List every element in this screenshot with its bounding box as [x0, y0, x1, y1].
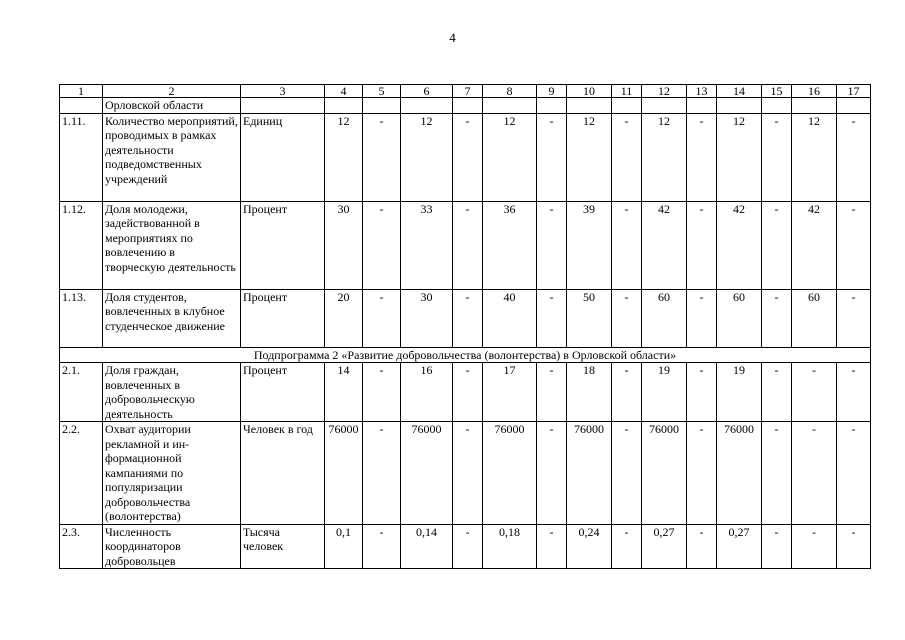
indicators-table	[59, 84, 871, 569]
continuation-empty-cell	[837, 98, 871, 114]
column-number-2: 2	[103, 85, 241, 98]
continuation-empty-cell	[717, 98, 762, 114]
indicator-name: Доля молодежи, задействованной в мероприятиях по вовлечению в творческую деятельность	[103, 201, 241, 289]
indicator-value: -	[687, 422, 717, 525]
indicator-unit: Процент	[241, 363, 325, 422]
indicator-value: 0,18	[483, 524, 537, 569]
column-numbers-row	[60, 85, 871, 98]
indicator-value: -	[687, 289, 717, 347]
indicator-value: -	[537, 524, 567, 569]
page-number: 4	[449, 30, 456, 45]
indicator-value: 12	[792, 113, 837, 201]
indicator-value: 0,27	[717, 524, 762, 569]
indicator-value: -	[612, 422, 642, 525]
continuation-empty-cell	[325, 98, 363, 114]
table-row	[60, 524, 871, 569]
continuation-empty-cell	[762, 98, 792, 114]
indicator-value: 42	[642, 201, 687, 289]
column-number-3: 3	[241, 85, 325, 98]
indicator-name: Охват аудитории рекламной и ин-формационной кампаниями по популяризации добровольчества (волонтерства)	[103, 422, 241, 525]
column-number-12: 12	[642, 85, 687, 98]
indicator-value: -	[837, 201, 871, 289]
indicator-value: -	[363, 201, 401, 289]
table-row	[60, 113, 871, 201]
table-row	[60, 201, 871, 289]
indicator-value: -	[762, 524, 792, 569]
indicator-value: 0,24	[567, 524, 612, 569]
continuation-empty-cell	[363, 98, 401, 114]
continuation-text: Орловской области	[103, 98, 241, 114]
indicator-value: 20	[325, 289, 363, 347]
indicator-value: -	[612, 201, 642, 289]
subprogram-row	[60, 347, 871, 363]
continuation-empty-cell	[537, 98, 567, 114]
indicator-number: 1.11.	[60, 113, 103, 201]
table-row	[60, 363, 871, 422]
indicator-value: -	[537, 201, 567, 289]
indicator-value: -	[453, 422, 483, 525]
column-number-16: 16	[792, 85, 837, 98]
indicator-value: -	[762, 289, 792, 347]
indicator-unit: Единиц	[241, 113, 325, 201]
indicator-name: Численность координаторов добровольцев	[103, 524, 241, 569]
indicator-value: -	[687, 524, 717, 569]
continuation-empty-cell	[483, 98, 537, 114]
indicator-value: 42	[792, 201, 837, 289]
column-number-17: 17	[837, 85, 871, 98]
indicator-value: 76000	[642, 422, 687, 525]
indicator-value: -	[792, 422, 837, 525]
indicator-value: -	[837, 422, 871, 525]
indicator-value: -	[792, 363, 837, 422]
indicator-number: 2.2.	[60, 422, 103, 525]
indicator-value: 12	[567, 113, 612, 201]
indicator-value: 76000	[325, 422, 363, 525]
indicator-value: -	[537, 422, 567, 525]
column-number-10: 10	[567, 85, 612, 98]
table-row	[60, 422, 871, 525]
column-number-13: 13	[687, 85, 717, 98]
column-number-4: 4	[325, 85, 363, 98]
indicator-value: -	[363, 363, 401, 422]
indicator-value: 0,1	[325, 524, 363, 569]
continuation-empty-cell	[567, 98, 612, 114]
column-number-7: 7	[453, 85, 483, 98]
indicator-number: 1.12.	[60, 201, 103, 289]
indicator-value: 12	[401, 113, 453, 201]
column-number-1: 1	[60, 85, 103, 98]
indicator-value: -	[612, 524, 642, 569]
indicator-number: 2.1.	[60, 363, 103, 422]
indicator-value: -	[537, 289, 567, 347]
indicator-value: 16	[401, 363, 453, 422]
indicator-value: 60	[717, 289, 762, 347]
indicator-value: -	[537, 363, 567, 422]
column-number-6: 6	[401, 85, 453, 98]
indicator-value: -	[453, 201, 483, 289]
indicator-value: 76000	[717, 422, 762, 525]
continuation-empty-cell	[642, 98, 687, 114]
column-number-15: 15	[762, 85, 792, 98]
indicator-value: 50	[567, 289, 612, 347]
continuation-empty-cell	[453, 98, 483, 114]
indicator-value: 33	[401, 201, 453, 289]
indicator-value: 40	[483, 289, 537, 347]
table-row	[60, 289, 871, 347]
column-number-14: 14	[717, 85, 762, 98]
indicator-value: -	[687, 113, 717, 201]
indicator-value: 19	[717, 363, 762, 422]
indicator-value: 36	[483, 201, 537, 289]
indicator-value: -	[687, 363, 717, 422]
indicator-value: -	[453, 363, 483, 422]
indicator-value: -	[363, 113, 401, 201]
indicator-value: -	[837, 289, 871, 347]
indicator-unit: Процент	[241, 201, 325, 289]
indicator-unit: Тысяча человек	[241, 524, 325, 569]
column-number-9: 9	[537, 85, 567, 98]
indicator-value: -	[363, 289, 401, 347]
indicator-name: Доля граждан, вовлеченных в добровольческую деятельность	[103, 363, 241, 422]
indicator-value: -	[687, 201, 717, 289]
indicator-name: Количество мероприятий, проводимых в рамках деятельности подведомственных учреждений	[103, 113, 241, 201]
indicator-value: -	[612, 289, 642, 347]
indicator-number: 1.13.	[60, 289, 103, 347]
indicator-value: -	[762, 422, 792, 525]
indicator-value: 39	[567, 201, 612, 289]
indicator-value: -	[837, 363, 871, 422]
indicator-value: -	[363, 422, 401, 525]
indicator-number: 2.3.	[60, 524, 103, 569]
indicator-value: 76000	[401, 422, 453, 525]
indicator-value: -	[837, 524, 871, 569]
indicator-value: -	[792, 524, 837, 569]
continuation-empty-cell	[401, 98, 453, 114]
indicator-value: 60	[642, 289, 687, 347]
indicator-value: -	[453, 289, 483, 347]
indicator-value: 18	[567, 363, 612, 422]
indicator-value: 76000	[483, 422, 537, 525]
continuation-empty-cell	[687, 98, 717, 114]
indicator-value: -	[762, 113, 792, 201]
indicator-value: -	[837, 113, 871, 201]
column-number-11: 11	[612, 85, 642, 98]
continuation-empty-cell	[241, 98, 325, 114]
indicator-value: 12	[642, 113, 687, 201]
indicator-value: 0,27	[642, 524, 687, 569]
indicator-value: -	[762, 201, 792, 289]
continuation-empty-cell	[792, 98, 837, 114]
indicator-value: -	[453, 524, 483, 569]
indicator-value: 12	[717, 113, 762, 201]
indicator-value: 30	[325, 201, 363, 289]
column-number-8: 8	[483, 85, 537, 98]
indicator-value: 19	[642, 363, 687, 422]
indicator-value: 60	[792, 289, 837, 347]
indicator-value: 42	[717, 201, 762, 289]
continuation-row	[60, 98, 871, 114]
indicator-value: -	[612, 363, 642, 422]
indicator-unit: Процент	[241, 289, 325, 347]
indicator-value: -	[762, 363, 792, 422]
indicator-value: -	[612, 113, 642, 201]
indicator-value: 12	[483, 113, 537, 201]
indicator-value: -	[453, 113, 483, 201]
indicator-value: 17	[483, 363, 537, 422]
column-number-5: 5	[363, 85, 401, 98]
indicator-name: Доля студентов, вовлеченных в клубное студенческое движение	[103, 289, 241, 347]
indicator-value: 30	[401, 289, 453, 347]
indicator-value: 12	[325, 113, 363, 201]
continuation-empty-cell	[612, 98, 642, 114]
subprogram-title: Подпрограмма 2 «Развитие добровольчества (волонтерства) в Орловской области»	[60, 347, 871, 363]
indicator-value: 14	[325, 363, 363, 422]
indicator-unit: Человек в год	[241, 422, 325, 525]
continuation-num-cell	[60, 98, 103, 114]
indicator-value: 76000	[567, 422, 612, 525]
indicator-value: 0,14	[401, 524, 453, 569]
indicator-value: -	[537, 113, 567, 201]
indicator-value: -	[363, 524, 401, 569]
